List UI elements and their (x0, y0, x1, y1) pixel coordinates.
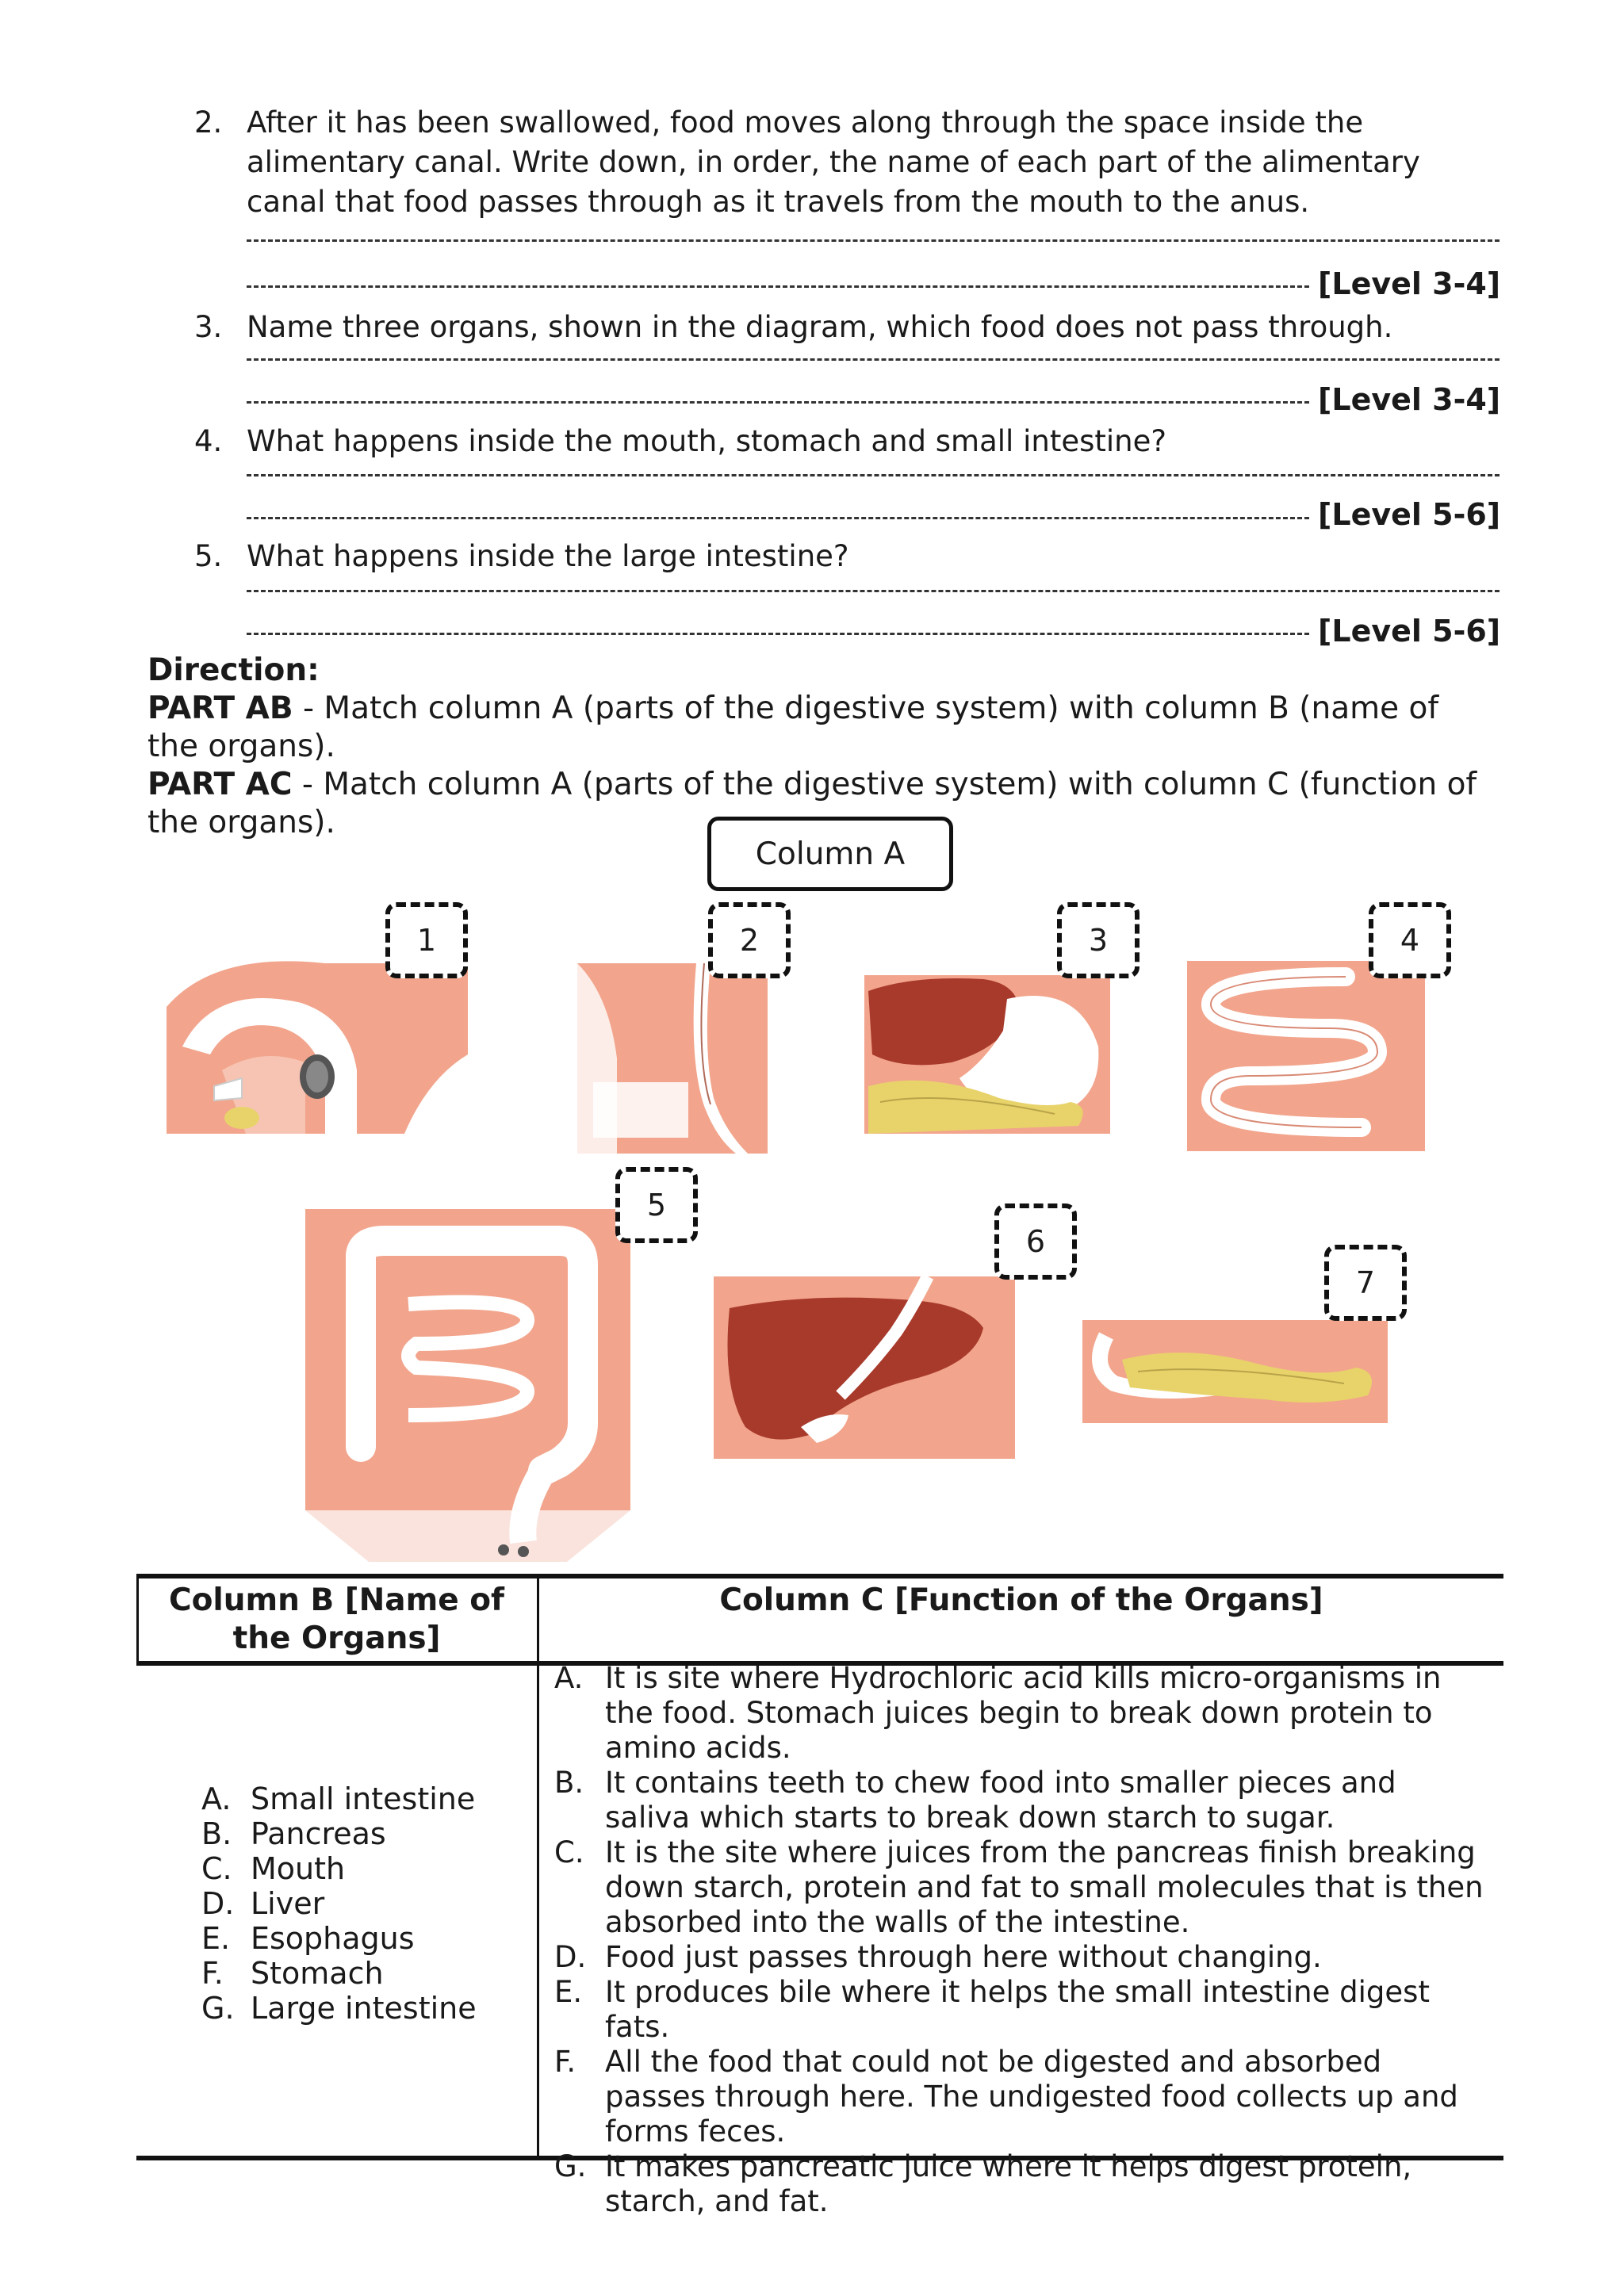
question-text: What happens inside the mouth, stomach and small intestine? (247, 424, 1167, 458)
pancreas-illustration (1082, 1320, 1388, 1423)
list-item: G. It makes pancreatic juice where it helps digest protein, starch, and fat. (554, 2149, 1412, 2218)
part-ac-text: - Match column A (parts of the digestive system) with column C (function of the organs). (147, 767, 1477, 840)
picture-label-3: 3 (1057, 902, 1139, 978)
picture-label-7: 7 (1324, 1245, 1407, 1321)
answer-line[interactable] (247, 633, 1309, 635)
answer-line[interactable] (247, 474, 1500, 476)
list-item: B. Pancreas (201, 1816, 386, 1851)
column-b-header: Column B [Name of the Organs] (168, 1582, 505, 1656)
question-number: 5. (194, 539, 223, 573)
column-b-list (201, 1781, 477, 2026)
esophagus-illustration (577, 963, 768, 1154)
picture-label-5: 5 (615, 1167, 698, 1243)
direction-heading: Direction: (147, 652, 320, 688)
stomach-illustration (864, 975, 1110, 1134)
picture-label-1: 1 (385, 902, 468, 978)
part-ab-label: PART AB (147, 691, 293, 726)
list-item: A. It is site where Hydrochloric acid kills micro-organisms in the food. Stomach juices begin to break down protein to amino acids. (554, 1661, 1442, 1765)
question-number: 4. (194, 424, 223, 458)
list-item: E. Esophagus (201, 1921, 415, 1956)
large-intestine-illustration (305, 1209, 630, 1562)
column-c-list (554, 1661, 1490, 2219)
picture-label-6: 6 (994, 1203, 1077, 1280)
question-2 (194, 103, 1503, 222)
question-text: Name three organs, shown in the diagram, which food does not pass through. (247, 310, 1393, 344)
column-c-header: Column C [Function of the Organs] (719, 1582, 1323, 1618)
answer-line[interactable] (247, 285, 1309, 288)
picture-label-4: 4 (1369, 902, 1451, 978)
matching-table (136, 1574, 1503, 2218)
list-item: F. Stomach (201, 1956, 384, 1991)
picture-label-2: 2 (708, 902, 791, 978)
question-text: What happens inside the large intestine? (247, 539, 849, 573)
list-item: B. It contains teeth to chew food into smaller pieces and saliva which starts to break down starch to sugar. (554, 1766, 1396, 1835)
question-3 (194, 308, 1503, 347)
answer-line[interactable] (247, 358, 1500, 361)
question-number: 3. (194, 310, 223, 344)
list-item: A. Small intestine (201, 1781, 476, 1816)
list-item: D. Food just passes through here without changing. (554, 1940, 1322, 1974)
answer-line[interactable] (247, 590, 1500, 592)
part-ab-text: - Match column A (parts of the digestive system) with column B (name of the organs). (147, 691, 1439, 764)
list-item: D. Liver (201, 1886, 325, 1921)
list-item: C. Mouth (201, 1851, 346, 1886)
level-tag: [Level 3-4] (1318, 266, 1501, 301)
liver-illustration (714, 1276, 1015, 1459)
mouth-illustration (167, 959, 484, 1134)
level-tag: [Level 5-6] (1318, 497, 1501, 532)
question-number: 2. (194, 105, 223, 140)
level-tag: [Level 3-4] (1318, 382, 1501, 417)
answer-line[interactable] (247, 239, 1500, 242)
list-item: G. Large intestine (201, 1991, 477, 2026)
level-tag: [Level 5-6] (1318, 614, 1501, 649)
answer-line[interactable] (247, 517, 1309, 519)
list-item: E. It produces bile where it helps the small intestine digest fats. (554, 1975, 1430, 2044)
part-ac-label: PART AC (147, 767, 293, 802)
question-4 (194, 422, 1503, 461)
column-a-label: Column A (707, 817, 953, 891)
directions (147, 652, 1480, 842)
list-item: C. It is the site where juices from the pancreas finish breaking down starch, protein and fat to small molecules that is then absorbed into the walls of the intestine. (554, 1835, 1484, 1939)
question-5 (194, 537, 1503, 576)
question-text: After it has been swallowed, food moves along through the space inside the alimentary canal. Write down, in order, the name of each part of the alimentary canal that food passes through as it travels from the mouth to the anus. (247, 105, 1420, 219)
list-item: F. All the food that could not be digested and absorbed passes through here. The undigested food collects up and forms feces. (554, 2045, 1458, 2149)
small-intestine-illustration (1187, 961, 1425, 1151)
answer-line[interactable] (247, 401, 1309, 404)
